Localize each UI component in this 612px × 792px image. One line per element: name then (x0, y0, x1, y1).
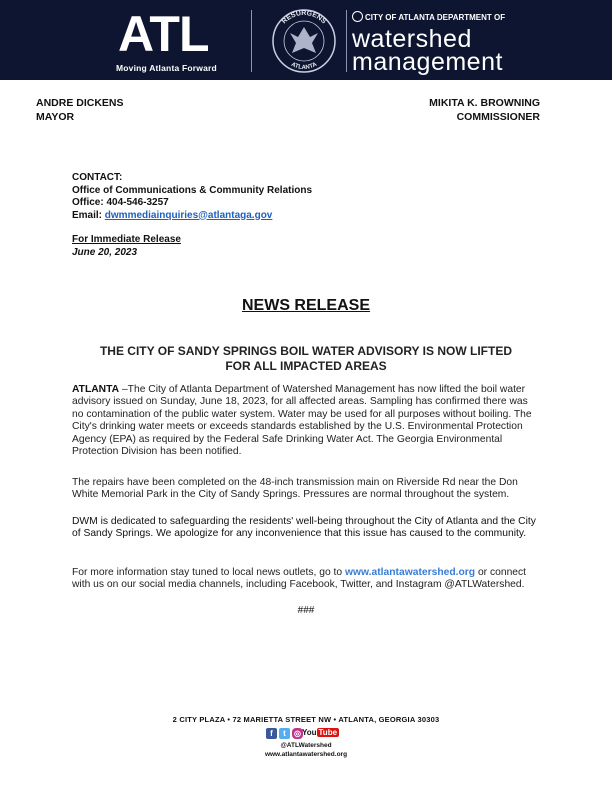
header-divider-right (346, 10, 347, 72)
commissioner-title: COMMISSIONER (456, 111, 540, 123)
dwm-dept-line (352, 11, 505, 22)
mayor-title: MAYOR (36, 111, 75, 123)
svg-text:RESURGENS (281, 10, 328, 26)
end-mark: ### (297, 605, 315, 616)
contact-email-row (72, 210, 312, 223)
release-label: For Immediate Release (72, 234, 181, 245)
youtube-you: You (302, 728, 317, 737)
youtube-tube: Tube (318, 728, 338, 737)
page-title: NEWS RELEASE (241, 297, 370, 314)
facebook-icon[interactable]: f (266, 728, 277, 739)
social-icons (266, 728, 303, 740)
dwm-dept-text: CITY OF ATLANTA DEPARTMENT OF (365, 13, 506, 22)
circle-icon (352, 11, 363, 22)
seal-text-top: RESURGENS (280, 9, 328, 26)
website-link[interactable]: www.atlantawatershed.org (345, 567, 476, 578)
header-banner (0, 0, 612, 80)
release-block (72, 234, 181, 259)
contact-block (72, 172, 312, 222)
paragraph-3: DWM is dedicated to safeguarding the residents' well-being throughout the City of Atlanta and the City of Sandy Springs. We apologize for any inconvenience that this issue has caused to the community. (72, 516, 536, 540)
contact-label: CONTACT: (72, 172, 123, 183)
atl-tagline: Moving Atlanta Forward (116, 63, 217, 73)
mayor-name: ANDRE DICKENS (36, 97, 124, 109)
youtube-icon[interactable] (302, 728, 339, 737)
paragraph-2: The repairs have been completed on the 48-inch transmission main on Riverside Rd near the Don White Memorial Park in the City of Sandy Springs. Pressures are normal throughout the system. (72, 477, 518, 501)
dwm-management: management (352, 48, 503, 76)
commissioner-name: MIKITA K. BROWNING (429, 97, 540, 109)
footer-website[interactable]: www.atlantawatershed.org (264, 751, 348, 758)
paragraph-1-text: –The City of Atlanta Department of Watershed Management has now lifted the boil water advisory issued on Sunday, June 18, 2023, for all affected areas. Sampling has confirmed there was no contamination of the public water system. Water may be used for all purposes without boiling. The City's drinking water meets or exceeds standards established by the U.S. Environmental Protection Agency (EPA) as required by the Federal Safe Drinking Water Act. The Georgia Environmental Protection Division has been notified. (72, 384, 532, 458)
paragraph-4 (72, 567, 542, 592)
paragraph-4-b: or connect with us on our social media channels, including Facebook, Twitter, and Instagram @ATLWatershed. (72, 567, 527, 591)
email-link[interactable]: dwmmediainquiries@atlantaga.gov (104, 209, 273, 221)
release-date: June 20, 2023 (72, 246, 138, 258)
seal-text-bottom: ATLANTA (289, 61, 319, 72)
headline (72, 344, 540, 374)
footer-address: 2 CITY PLAZA • 72 MARIETTA STREET NW • ATLANTA, GEORGIA 30303 (172, 715, 440, 724)
paragraph-1 (72, 384, 542, 458)
headline-line-2: FOR ALL IMPACTED AREAS (225, 359, 387, 373)
contact-phone: Office: 404-546-3257 (72, 197, 169, 208)
commissioner-block (429, 96, 540, 124)
instagram-icon[interactable]: ◎ (292, 728, 303, 739)
contact-office: Office of Communications & Community Relations (72, 184, 313, 196)
footer-handle: @ATLWatershed (280, 742, 332, 749)
dwm-watershed: watershed (352, 25, 472, 53)
header-divider-left (251, 10, 252, 72)
city-seal-icon (266, 7, 342, 75)
twitter-icon[interactable]: t (279, 728, 290, 739)
headline-line-1: THE CITY OF SANDY SPRINGS BOIL WATER ADVISORY IS NOW LIFTED (99, 344, 513, 358)
mayor-block (36, 96, 124, 124)
paragraph-4-a: For more information stay tuned to local news outlets, go to (72, 567, 346, 578)
atl-logo: ATL (118, 6, 209, 62)
dateline: ATLANTA (72, 384, 120, 395)
email-label: Email: (72, 209, 105, 221)
